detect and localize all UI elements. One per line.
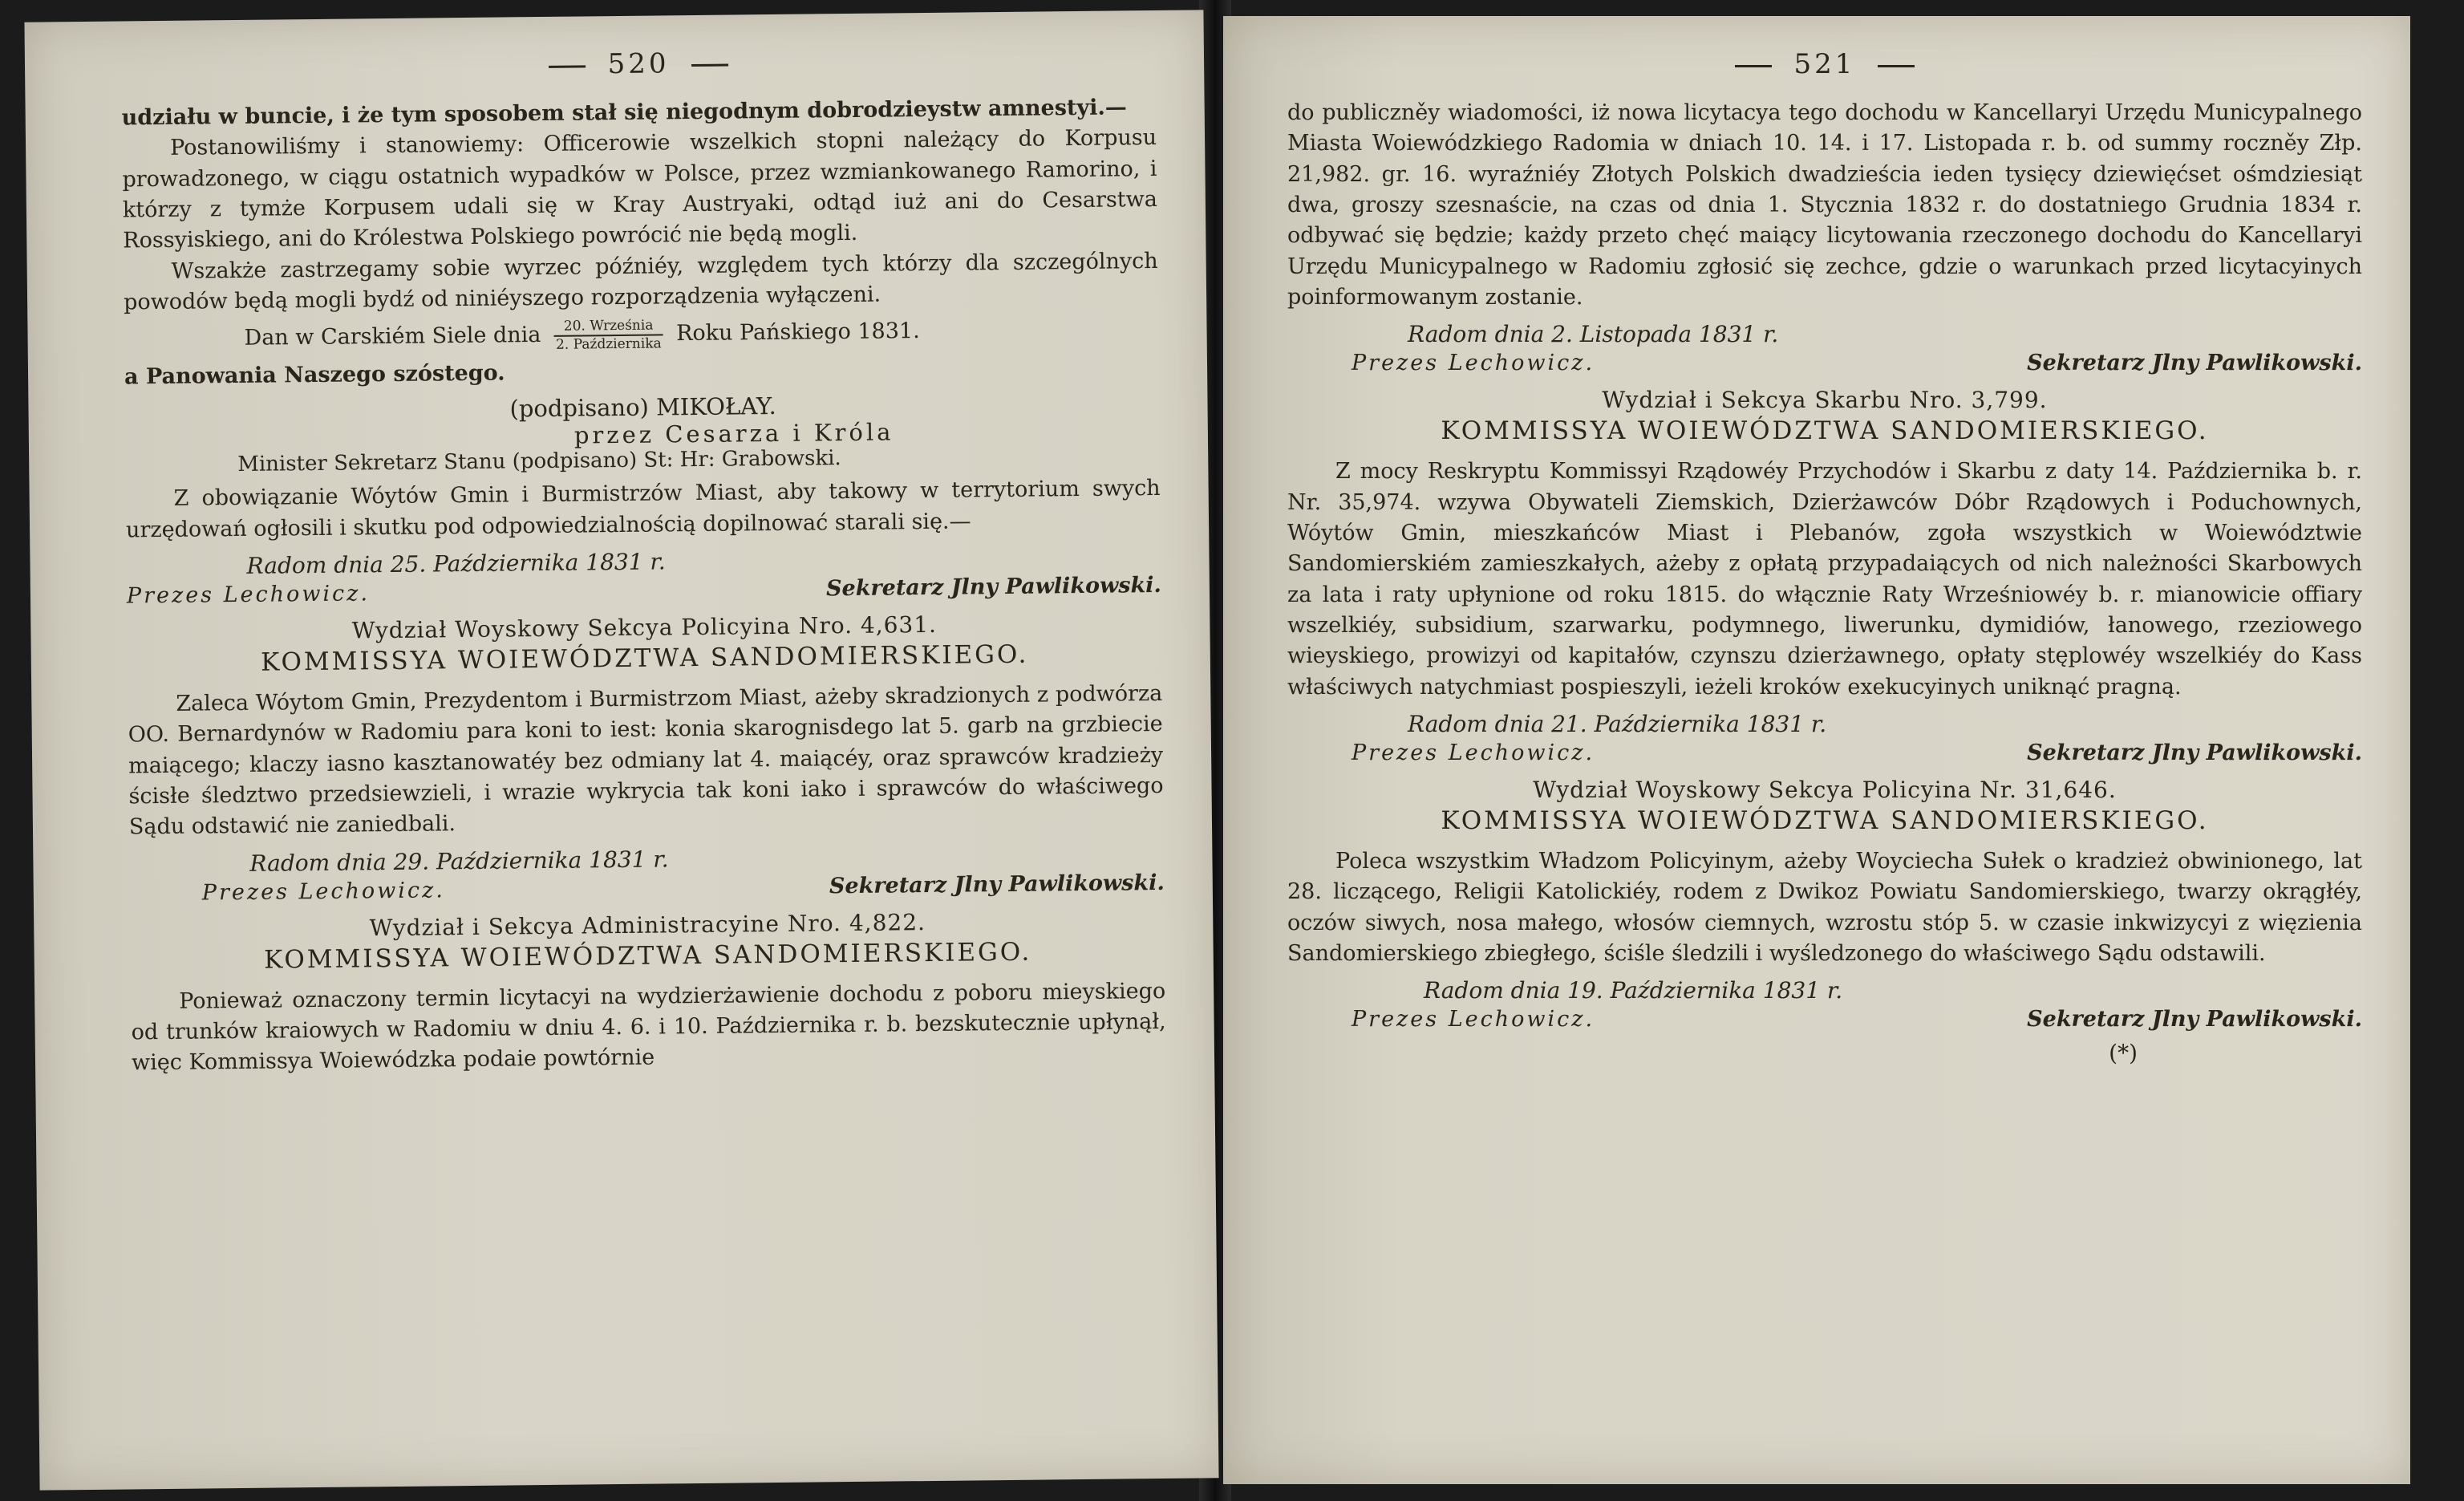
decree-paragraph-2: Wszakże zastrzegamy sobie wyrzec późniéy, względem tych którzy dla szczególnych powodów będą mogli bydź od niniéyszego rozporządzenia wyłączeni.	[123, 248, 1158, 315]
page-number-right: 521	[1287, 48, 2362, 80]
continuation-text: do publiczněy wiadomości, iż nowa licytacya tego dochodu w Kancellaryi Urzędu Municypalnego Miasta Woiewódzkiego Radomia w dniach 10. 14. i 17. Listopada r. b. od summy roczněy Złp. 21,982. gr. 16. wyraźniéy Złotych Polskich dwadzieścia ieden tysięcy dziewięćset ośmdziesiąt dwa, groszy szesnaście, na czas od dnia 1. Stycznia 1832 r. do dostatniego Grudnia 1834 r. odbywać się będzie; każdy przeto chęć maiący licytowania rzeczonego dochodu do Kancellaryi Urzędu Municypalnego w Radomiu zgłosić się zechce, gdzie o warunkach przed licytacyinych poinformowanym zostanie.	[1287, 100, 2362, 310]
left-page	[24, 10, 1218, 1490]
signature-row-1: Prezes Lechowicz. Sekretarz Jlny Pawlikowski.	[1352, 351, 2362, 376]
commission-heading: KOMMISSYA WOIEWÓDZTWA SANDOMIERSKIEGO.	[1441, 805, 2209, 835]
notice-text: Poleca wszystkim Władzom Policyinym, ażeby Woyciecha Sułek o kradzież obwinionego, lat 28. liczącego, Religii Katolickiéy, rodem z Dwikoz Powiatu Sandomierskiego, twarzy okrągłéy, oczów siwych, nosa małego, włosów ciemnych, wzrostu stóp 5. w czasie inkwizycyi z więzienia Sandomierskiego zbiegłego, ściśle śledzili i wyśledzonego do właściwego Sądu odstawili.	[1287, 848, 2362, 966]
signature-block: (podpisano) MIKOŁAY. przez Cesarza i Króla Minister Sekretarz Stanu (podpisano) St: Hr: Grabowski.	[237, 392, 894, 477]
signature-row-1: Prezes Lechowicz. Sekretarz Jlny Pawlikowski.	[126, 573, 1162, 609]
decree-paragraph-1: Postanowiliśmy i stanowiemy: Officerowie wszelkich stopni należący do Korpusu prowadzonego, w ciągu ostatnich wypadków w Polsce, przez wzmiankowanego Ramorino, i którzy z tymże Korpusem udali się w Kray Austryaki, odtąd iuż ani do Cesarstwa Rossyiskiego, ani do Królestwa Polskiego powrócić nie będą mogli.	[122, 125, 1158, 254]
section-heading: Wydział i Sekcya Administracyine Nro. 4,822.	[369, 908, 926, 942]
intro-text: udziału w buncie, i że tym sposobem stał się niegodnym dobrodzieystw amnestyi.—	[121, 95, 1127, 131]
place-date-3: Radom dnia 19. Października 1831 r.	[1424, 977, 1843, 1004]
signature-row-2: Prezes Lechowicz. Sekretarz Jlny Pawlikowski.	[1352, 740, 2362, 765]
section-heading: Wydział Woyskowy Sekcya Policyina Nro. 4,631.	[351, 611, 938, 644]
signature-row-2: Prezes Lechowicz. Sekretarz Jlny Pawlikowski.	[201, 870, 1165, 906]
decree-paragraph-3: Z obowiązanie Wóytów Gmin i Burmistrzów Miast, aby takowy w terrytorium swych urzędowań ogłosili i skutku pod odpowiedzialnością dopilnować starali się.—	[125, 476, 1161, 543]
dated-line: Dan w Carskiém Siele dnia $\frac{\text{20. Września}}{\text{2. Października}}$ Roku Pańskiego 1831.	[244, 317, 920, 353]
place-date-2: Radom dnia 21. Października 1831 r.	[1408, 710, 1827, 737]
notice-text: Z mocy Reskryptu Kommissyi Rządowéy Przychodów i Skarbu z daty 14. Października b. r. Nr. 35,974. wzywa Obywateli Ziemskich, Dzierżawców Dóbr Rządowych i Poduchownych, Wóytów Gmin, mieszkańców Miast i Plebanów, zgoła wszystkich w Woiewództwie Sandomierskiém zamieszkałych, ażeby z opłatą przypadaiących od nich należności Skarbowych za lata i raty upłynione od roku 1815. do włącznie Raty Wrześniowéy b. r. mianowicie offiary wszelkiéy, subsidium, szarwarku, podymnego, liwerunku, dymidiów, łanowego, rzeziowego wieyskiego, prowizyi od kapitałów, czynszu dzierżawnego, opłaty stęplowéy wszelkiéy do Kass właściwych natychmiast pospieszyli, ieżeli kroków exekucyinych uniknąć pragną.	[1287, 459, 2362, 700]
notice-text: Ponieważ oznaczony termin licytacyi na wydzierżawienie dochodu z poboru mieyskiego od trunków kraiowych w Radomiu w dniu 4. 6. i 10. Października r. b. bezskutecznie upłynął, więc Kommissya Woiewódzka podaie powtórnie	[131, 978, 1166, 1076]
section-heading: Wydział Woyskowy Sekcya Policyina Nr. 31,646.	[1533, 776, 2117, 803]
footer-mark: (*)	[2109, 1040, 2138, 1067]
page-number-left: 520	[121, 43, 1156, 86]
place-date-1: Radom dnia 2. Listopada 1831 r.	[1408, 321, 1779, 348]
commission-heading: KOMMISSYA WOIEWÓDZTWA SANDOMIERSKIEGO.	[1441, 416, 2209, 446]
right-column	[1287, 48, 2362, 1066]
commission-heading: KOMMISSYA WOIEWÓDZTWA SANDOMIERSKIEGO.	[261, 639, 1029, 677]
left-column	[121, 43, 1166, 1079]
reign-line: a Panowania Naszego szóstego.	[124, 360, 505, 390]
commission-heading: KOMMISSYA WOIEWÓDZTWA SANDOMIERSKIEGO.	[263, 937, 1032, 975]
signature-row-3: Prezes Lechowicz. Sekretarz Jlny Pawlikowski.	[1352, 1007, 2362, 1032]
date-fraction: $\frac{\text{20. Września}}{\text{2. Października}}$	[554, 318, 663, 353]
place-date-2: Radom dnia 29. Października 1831 r.	[249, 846, 669, 877]
right-page	[1223, 16, 2410, 1484]
place-date-1: Radom dnia 25. Października 1831 r.	[246, 548, 666, 579]
section-heading: Wydział i Sekcya Skarbu Nro. 3,799.	[1602, 387, 2048, 414]
notice-text: Zaleca Wóytom Gmin, Prezydentom i Burmistrzom Miast, ażeby skradzionych z podwórza OO. Bernardynów w Radomiu para koni to iest: konia skarognisdego lat 5. garb na grzbiecie maiącego; klaczy iasno kasztanowatéy bez odmiany lat 4. maiącéy, oraz sprawców kradzieży ścisłe śledztwo przedsiewzieli, i wrazie wykrycia tak koni iako i sprawców do właściwego Sądu odstawić nie zaniedbali.	[128, 680, 1164, 840]
